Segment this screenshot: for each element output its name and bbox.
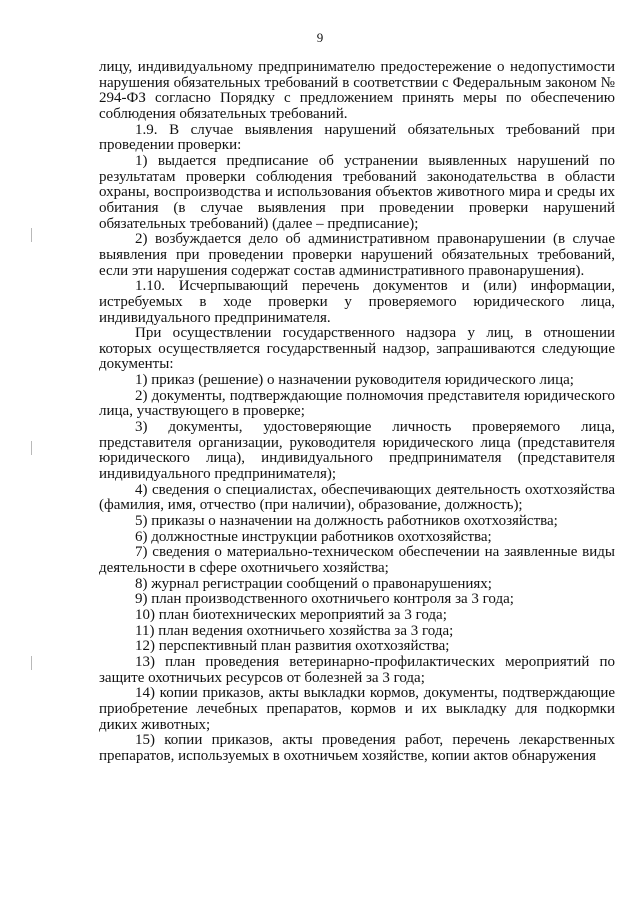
list-item: 1) приказ (решение) о назначении руководителя юридического лица; xyxy=(135,372,574,389)
list-item: 3) документы, удостоверяющие личность проверяемого лица, представителя организации, руководителя юридического лица (представителя юридического лица), индивидуального предпринимателя (представителя индивидуального предпринимателя); xyxy=(99,419,615,483)
list-item: 4) сведения о специалистах, обеспечивающих деятельность охотхозяйства (фамилия, имя, отчество (при наличии), образование, должность); xyxy=(99,481,615,514)
paragraph: 2) возбуждается дело об административном правонарушении (в случае выявления при проведении проверки нарушений обязательных требований, если эти нарушения содержат состав административного правонарушения). xyxy=(99,231,615,279)
list-item: 5) приказы о назначении на должность работников охотхозяйства; xyxy=(135,513,558,530)
paragraph: При осуществлении государственного надзора у лиц, в отношении которых осуществляется государственный надзор, запрашиваются следующие документы: xyxy=(99,325,615,373)
list-item: 8) журнал регистрации сообщений о правонарушениях; xyxy=(135,575,492,592)
list-item: 6) должностные инструкции работников охотхозяйства; xyxy=(135,528,492,545)
list-item: 13) план проведения ветеринарно-профилактических мероприятий по защите охотничьих ресурсов от болезней за 3 года; xyxy=(99,653,615,686)
list-item: 14) копии приказов, акты выкладки кормов, документы, подтверждающие приобретение лечебных препаратов, кормов и их выкладку для подкормки диких животных; xyxy=(99,685,615,733)
list-item: 15) копии приказов, акты проведения работ, перечень лекарственных препаратов, используемых в охотничьем хозяйстве, копии актов обнаружения xyxy=(99,732,615,764)
paragraph: 1.9. В случае выявления нарушений обязательных требований при проведении проверки: xyxy=(99,121,615,154)
list-item: 11) план ведения охотничьего хозяйства за 3 года; xyxy=(135,622,454,639)
document-body xyxy=(99,60,615,765)
list-item: 9) план производственного охотничьего контроля за 3 года; xyxy=(135,591,514,608)
paragraph: лицу, индивидуальному предпринимателю предостережение о недопустимости нарушения обязательных требований в соответствии с Федеральным законом № 294-ФЗ согласно Порядку с предложением принять меры по обеспечению соблюдения обязательных требований. xyxy=(99,59,615,122)
margin-mark xyxy=(31,656,32,670)
margin-mark xyxy=(31,228,32,242)
paragraph: 1) выдается предписание об устранении выявленных нарушений по результатам проверки соблюдения требований законодательства в области охраны, воспроизводства и использования объектов животного мира и среды их обитания (в случае выявления при проведении проверки нарушений обязательных требований) (далее – предписание); xyxy=(99,152,615,232)
margin-mark xyxy=(31,441,32,455)
list-item: 7) сведения о материально-техническом обеспечении на заявленные виды деятельности в сфере охотничьего хозяйства; xyxy=(99,544,615,576)
page-number: 9 xyxy=(316,30,324,45)
list-item: 12) перспективный план развития охотхозяйства; xyxy=(135,638,450,655)
list-item: 10) план биотехнических мероприятий за 3 года; xyxy=(135,606,447,623)
paragraph: 1.10. Исчерпывающий перечень документов и (или) информации, истребуемых в ходе проверки у проверяемого юридического лица, индивидуального предпринимателя. xyxy=(99,278,615,326)
list-item: 2) документы, подтверждающие полномочия представителя юридического лица, участвующего в проверке; xyxy=(99,387,615,420)
